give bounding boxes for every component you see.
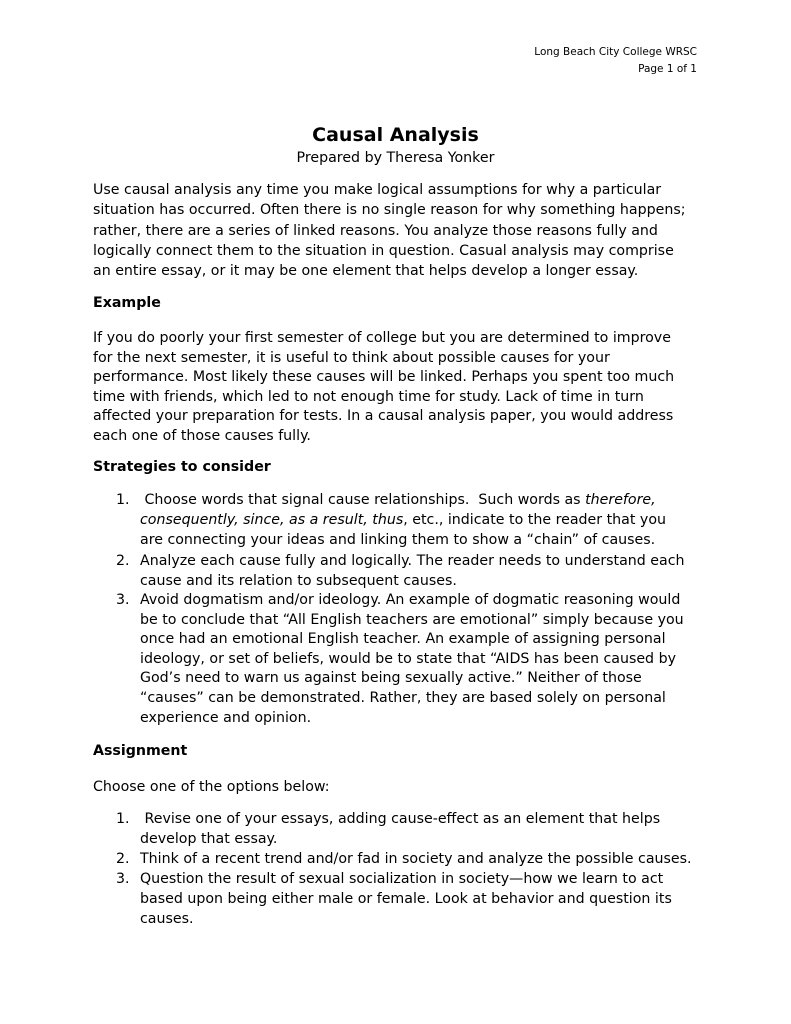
example-heading: Example bbox=[93, 295, 161, 311]
text-span: Choose words that signal cause relationships. Such words as bbox=[140, 492, 586, 508]
strategies-heading: Strategies to consider bbox=[93, 459, 271, 475]
text-line: develop that essay. bbox=[140, 831, 278, 847]
list-item bbox=[93, 869, 713, 929]
text-line: causes. bbox=[140, 911, 194, 927]
text-line: each one of those causes fully. bbox=[93, 427, 311, 444]
text-line: be to conclude that “All English teachers are emotional” simply because you bbox=[140, 611, 684, 628]
text-line: are connecting your ideas and linking them to show a “chain” of causes. bbox=[140, 532, 656, 549]
header-org: Long Beach City College WRSC bbox=[534, 46, 697, 58]
list-number: 3. bbox=[116, 592, 130, 609]
page-header bbox=[534, 44, 697, 78]
list-number: 2. bbox=[116, 552, 130, 569]
text-line: cause and its relation to subsequent causes. bbox=[140, 572, 457, 589]
document-subtitle: Prepared by Theresa Yonker bbox=[296, 150, 495, 166]
list-number: 2. bbox=[116, 851, 130, 867]
italic-terms: consequently, since, as a result, thus bbox=[140, 512, 404, 529]
text-line: Question the result of sexual socialization in society—how we learn to act bbox=[140, 871, 664, 887]
text-line: Analyze each cause fully and logically. The reader needs to understand each bbox=[140, 552, 685, 569]
list-number: 1. bbox=[116, 492, 130, 508]
list-item bbox=[93, 849, 713, 869]
text-line: God’s need to warn us against being sexually active.” Neither of those bbox=[140, 670, 642, 687]
text-line: based upon being either male or female. Look at behavior and question its bbox=[140, 891, 672, 907]
list-item bbox=[93, 591, 713, 728]
text-line: Avoid dogmatism and/or ideology. An example of dogmatic reasoning would bbox=[140, 592, 681, 609]
assignment-heading: Assignment bbox=[93, 743, 188, 759]
strategies-list bbox=[93, 490, 713, 728]
example-paragraph bbox=[93, 329, 713, 447]
text-line: time with friends, which led to not enough time for study. Lack of time in turn bbox=[93, 388, 644, 405]
list-item bbox=[93, 551, 713, 591]
text-line: once had an emotional English teacher. An example of assigning personal bbox=[140, 631, 666, 648]
text-line: Think of a recent trend and/or fad in society and analyze the possible causes. bbox=[140, 851, 692, 867]
list-item bbox=[93, 490, 713, 551]
text-line: an entire essay, or it may be one element that helps develop a longer essay. bbox=[93, 263, 639, 280]
text-line: experience and opinion. bbox=[140, 709, 312, 726]
intro-paragraph bbox=[93, 180, 713, 281]
text-line: “causes” can be demonstrated. Rather, they are based solely on personal bbox=[140, 689, 666, 706]
text-line: affected your preparation for tests. In a causal analysis paper, you would address bbox=[93, 408, 674, 425]
list-item bbox=[93, 809, 713, 849]
text-line: rather, there are a series of linked reasons. You analyze those reasons fully and bbox=[93, 222, 658, 239]
list-number: 1. bbox=[116, 811, 130, 827]
text-line: If you do poorly your first semester of college but you are determined to improve bbox=[93, 330, 671, 346]
header-page-number: Page 1 of 1 bbox=[638, 63, 697, 75]
assignment-intro: Choose one of the options below: bbox=[93, 779, 330, 795]
text-span: , etc., indicate to the reader that you bbox=[403, 512, 666, 529]
list-number: 3. bbox=[116, 871, 130, 887]
text-line: ideology, or set of beliefs, would be to state that “AIDS has been caused by bbox=[140, 650, 676, 667]
italic-term: therefore, bbox=[585, 492, 656, 508]
text-line: situation has occurred. Often there is no single reason for why something happens; bbox=[93, 202, 686, 219]
text-line: performance. Most likely these causes will be linked. Perhaps you spent too much bbox=[93, 369, 675, 386]
text-line: Revise one of your essays, adding cause-effect as an element that helps bbox=[140, 811, 661, 827]
assignment-list bbox=[93, 809, 713, 929]
text-line: for the next semester, it is useful to think about possible causes for your bbox=[93, 349, 610, 366]
text-line: Use causal analysis any time you make logical assumptions for why a particular bbox=[93, 182, 662, 198]
text-line: logically connect them to the situation in question. Casual analysis may comprise bbox=[93, 242, 674, 259]
document-title: Causal Analysis bbox=[312, 124, 479, 146]
